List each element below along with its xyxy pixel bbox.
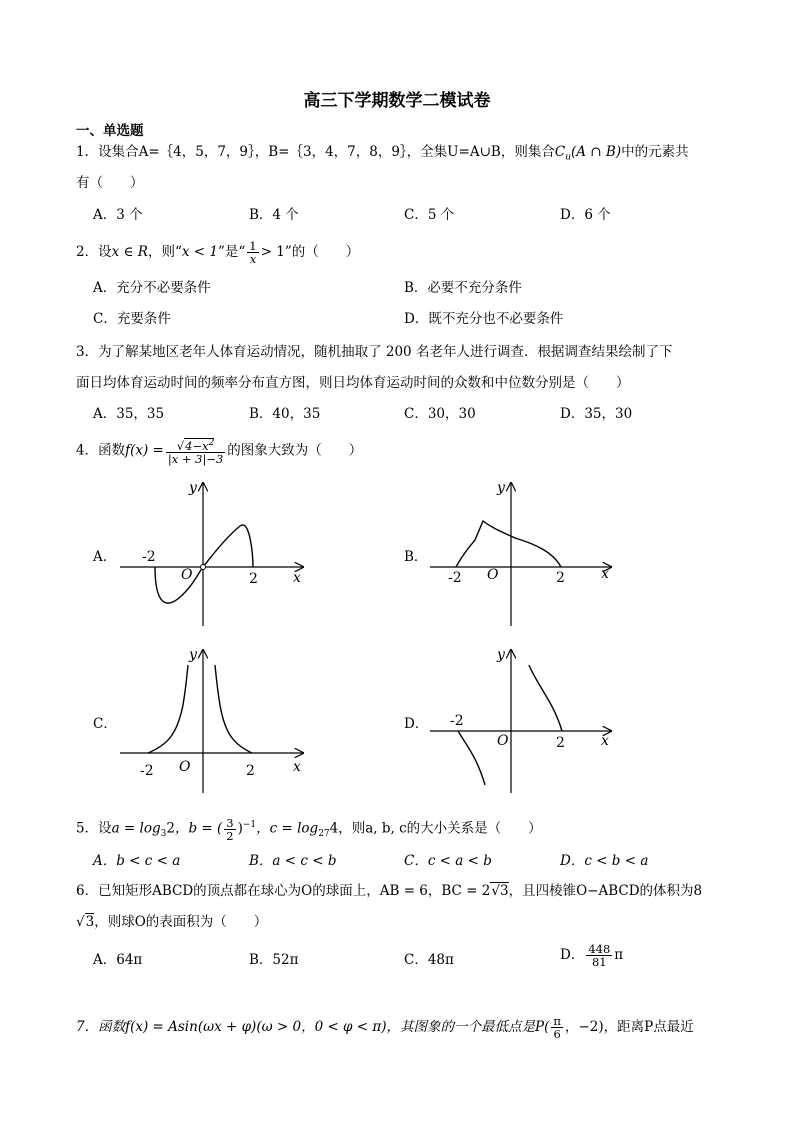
q4-frac-den: |x + 3|−3 [167,451,224,466]
q2-mid2: ”是“ [217,244,246,260]
q7-text-b: ，−2)，距离P点最近 [564,1019,694,1035]
q1-option-c[interactable]: C．5 个 [404,207,455,223]
q5-option-a[interactable]: A．b < c < a [93,853,181,869]
q1-option-a[interactable]: A．3 个 [93,207,143,223]
q6-text-b: ，且四棱锥O−ABCD的体积为8 [508,883,703,899]
origin-label: O [487,567,499,583]
q6-optd-prefix: D． [560,947,585,963]
q4-line [76,437,362,465]
q5-b: ，b = ( [174,820,223,837]
q1-option-d[interactable]: D．6 个 [560,207,611,223]
q6-text-c: ，则球O的表面积为（ ） [94,914,268,930]
q6-option-b[interactable]: B．52π [249,952,299,968]
q6-optd-num: 448 [588,942,611,956]
curve [155,525,253,603]
q6-optd-den: 81 [591,955,607,969]
open-point [201,565,206,570]
q6-optd-suffix: π [614,947,624,963]
q6-sqrt2-val: 3 [85,914,95,930]
y-label: y [189,647,197,663]
curve [456,521,561,567]
q4-fraction [166,437,225,465]
graph-c-label[interactable]: C． [93,716,117,732]
q1-line1 [76,142,689,168]
q5-post: ，则a, b, c的大小关系是（ ） [338,820,542,837]
graph-a-label[interactable]: A． [93,549,117,565]
q5-a-arg: 2 [166,820,175,837]
q4-frac-num: $√4-x^2$ [166,437,225,453]
q2-fraction [247,240,258,265]
q4-num: 4−x [185,438,209,453]
q5-line: 5．设$a = \log_32$，b = ( $\frac{3}{2}$ )$^{-1}$，$c = \log_{27}4$，则a, b, c的大小关系是（ ） [76,815,542,843]
x-label: x [293,570,301,586]
q6-option-d[interactable] [560,943,623,968]
q4-fx: f(x) = [125,442,164,459]
q2-post: ”的（ ） [284,244,360,260]
q6-optd-frac [586,943,612,968]
q6-sqrt: √3 [491,883,509,899]
q3-option-a[interactable]: A．35，35 [93,406,165,422]
origin-label: O [181,567,193,583]
q2-mid: ，则“ [147,244,182,260]
q2-xinr: x ∈ R [111,244,148,260]
q4-num-exp: 2 [208,438,215,448]
origin-label: O [179,759,191,775]
tick-pos2: 2 [249,571,258,587]
q5-c-arg: 4 [329,820,339,837]
graph-d-label[interactable]: D． [404,716,429,732]
curve-left [148,665,188,753]
q5-b-den: 2 [226,828,234,843]
tick-neg2: -2 [142,549,156,565]
x-label: x [601,566,609,582]
page-title: 高三下学期数学二模试卷 [303,91,491,111]
q1-c: C [554,144,566,160]
tick-pos2: 2 [556,570,565,586]
q6-sqrt2: √3 [76,914,95,930]
graph-a[interactable] [115,478,315,628]
q2-frac-num: 1 [249,239,257,253]
q7-num: π [553,1014,561,1028]
x-label: x [601,733,609,749]
x-label: x [293,759,301,775]
q1-expr: (A ∩ B) [571,144,622,160]
curve-right [215,665,252,753]
q1-line2: 有（ ） [76,175,144,191]
q6-text-a: 6．已知矩形ABCD的顶点都在球心为O的球面上，AB = 6，BC = 2 [76,883,491,899]
q6-line2 [76,912,267,932]
q2-cond1: x < 1 [181,244,218,260]
q2-cond2: > 1 [260,244,285,260]
q5-b-exp: −1 [242,820,257,830]
q1-text-b: 中的元素共 [621,144,689,160]
tick-neg2: -2 [140,763,154,779]
q5-option-d[interactable]: D．c < b < a [560,853,649,869]
q4-pre: 4．函数 [76,442,126,459]
q2-option-b[interactable]: B．必要不充分条件 [404,280,522,296]
q5-b-frac [224,817,235,842]
q7-text-a: 7．函数f(x) = Asin(ωx + φ)(ω > 0，0 < φ < π)，其图象的一个最低点是P( [76,1019,550,1035]
q7-den: 6 [553,1027,561,1041]
tick-neg2: -2 [450,713,464,729]
tick-neg2: -2 [448,570,462,586]
origin-label: O [497,733,509,749]
q7-frac [551,1015,563,1040]
q3-line1: 3．为了解某地区老年人体育运动情况，随机抽取了 200 名老年人进行调查．根据调查结果绘制了下 [76,344,673,360]
q2-option-d[interactable]: D．既不充分也不必要条件 [404,311,564,327]
graph-c[interactable] [115,645,315,795]
y-label: y [497,647,505,663]
q3-line2: 面日均体育运动时间的频率分布直方图，则日均体育运动时间的众数和中位数分别是（ ） [76,375,630,391]
q6-option-a[interactable]: A．64π [93,952,143,968]
q2-option-c[interactable]: C．充要条件 [93,311,171,327]
tick-pos2: 2 [556,735,565,751]
q5-pre: 5．设 [76,820,112,837]
q3-option-d[interactable]: D．35，30 [560,406,633,422]
q3-option-b[interactable]: B．40，35 [249,406,321,422]
q3-option-c[interactable]: C．30，30 [404,406,476,422]
graph-d[interactable] [425,645,625,795]
q2-pre: 2．设 [76,244,112,260]
graph-b[interactable] [425,478,625,628]
q2-option-a[interactable]: A．充分不必要条件 [93,280,211,296]
y-label: y [189,480,197,496]
q6-sqrt-val: 3 [499,883,509,899]
q5-c-base: 27 [318,829,330,840]
q5-c: ，c = log [256,820,319,837]
section-heading: 一、单选题 [76,123,144,139]
q5-a-base: 3 [160,829,167,840]
q6-option-c[interactable]: C．48π [404,952,454,968]
q5-option-b[interactable]: B．a < c < b [249,853,337,869]
q5-a: a = log [111,820,161,837]
q7-line [76,1015,694,1040]
q1-text-a: 1．设集合A=｛4，5，7，9｝，B=｛3，4，7，8，9｝，全集U=A∪B，则集合 [76,144,555,160]
q2-frac-den: x [249,252,257,266]
q5-b-num: 3 [226,815,234,830]
q6-line1 [76,881,702,901]
curve-right [529,665,562,731]
y-label: y [497,480,505,496]
q1-sub: u [565,152,571,163]
q4-post: 的图象大致为（ ） [227,442,363,459]
graph-b-label[interactable]: B． [404,549,428,565]
q2-line [76,240,359,265]
curve-left [458,731,485,785]
tick-pos2: 2 [246,763,255,779]
q5-option-c[interactable]: C．c < a < b [404,853,492,869]
q1-option-b[interactable]: B．4 个 [249,207,299,223]
